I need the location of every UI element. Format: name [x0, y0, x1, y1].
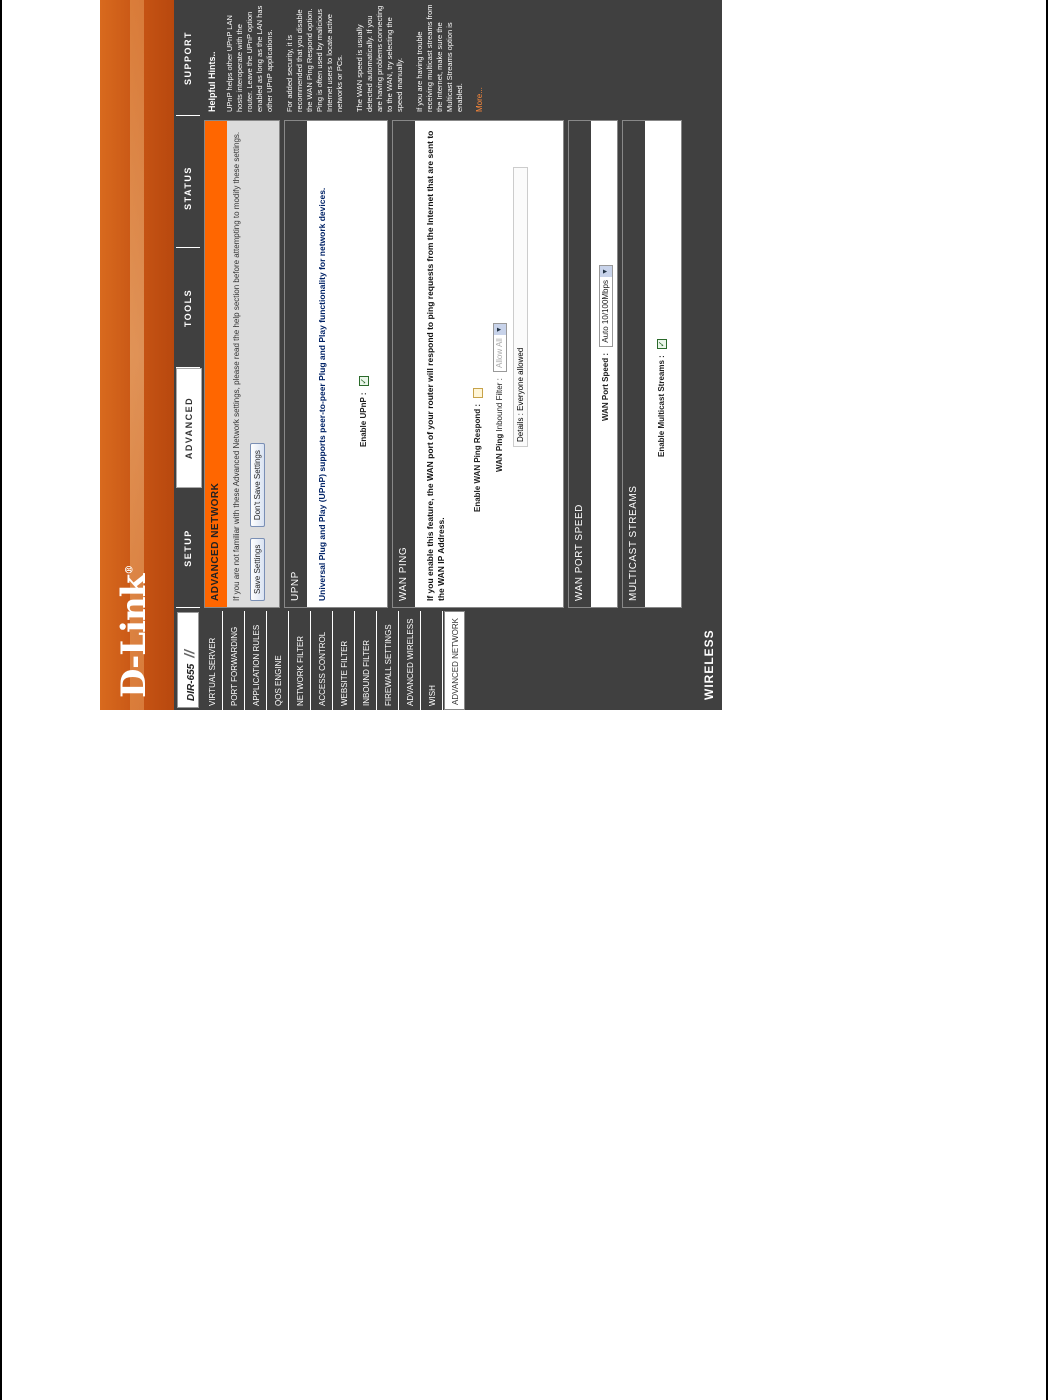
dont-save-settings-button[interactable]: Don't Save Settings — [250, 443, 265, 527]
wan-ping-filter-label-bold: WAN Ping — [495, 433, 505, 472]
multicast-streams-section — [622, 120, 682, 608]
hint-multicast: If you are having trouble receiving multicast streams from the Internet, make sure the Multicast Streams option is enabled. — [415, 4, 464, 112]
wan-port-speed-select[interactable]: Auto 10/100Mbps ▼ — [599, 265, 613, 347]
sidebar-item-inbound-filter[interactable]: INBOUND FILTER — [356, 611, 377, 710]
save-settings-button[interactable]: Save Settings — [250, 538, 265, 601]
tab-tools[interactable]: TOOLS — [176, 249, 200, 368]
chevron-down-icon: ▼ — [494, 324, 506, 335]
multicast-enable-checkbox[interactable]: ✓ — [657, 340, 666, 348]
tab-status[interactable]: STATUS — [176, 129, 200, 248]
sidebar-item-wish[interactable]: WISH — [422, 611, 443, 710]
multicast-enable-row — [657, 339, 667, 457]
upnp-description: Universal Plug and Play (UPnP) supports peer-to-peer Plug and Play functionality for network devices. — [317, 187, 327, 601]
wan-port-speed-title: WAN PORT SPEED — [569, 121, 591, 607]
wan-ping-respond-row — [473, 388, 483, 512]
advanced-network-section — [204, 120, 280, 608]
wan-ping-filter-label: Inbound Filter : — [495, 378, 505, 434]
sidebar-item-network-filter[interactable]: NETWORK FILTER — [290, 611, 311, 710]
sidebar-item-access-control[interactable]: ACCESS CONTROL — [312, 611, 333, 710]
page-border-right — [1046, 0, 1048, 1400]
sidebar-item-qos-engine[interactable]: QOS ENGINE — [268, 611, 289, 710]
wan-ping-respond-label: Enable WAN Ping Respond : — [473, 403, 483, 512]
header-banner — [100, 0, 174, 710]
top-navigation — [174, 0, 202, 710]
hint-wan-ping: For added security, it is recommended that you disable the WAN Ping Respond option. Ping is often used by malicious Internet users to locate active networks or PCs. — [285, 8, 344, 112]
helpful-hints-panel — [204, 0, 694, 116]
wan-ping-details: Details : Everyone allowed — [513, 167, 528, 447]
multicast-enable-label: Enable Multicast Streams : — [657, 355, 667, 457]
wan-ping-section — [392, 120, 564, 608]
upnp-enable-checkbox[interactable]: ✓ — [359, 377, 368, 385]
sidebar-item-virtual-server[interactable]: VIRTUAL SERVER — [202, 611, 223, 710]
router-admin-page — [100, 0, 722, 710]
wan-ping-respond-checkbox[interactable] — [473, 388, 483, 398]
multicast-streams-title: MULTICAST STREAMS — [623, 121, 645, 607]
sidebar-item-port-forwarding[interactable]: PORT FORWARDING — [224, 611, 245, 710]
upnp-title: UPNP — [285, 121, 307, 607]
sidebar-item-application-rules[interactable]: APPLICATION RULES — [246, 611, 267, 710]
tab-setup[interactable]: SETUP — [176, 489, 200, 608]
hint-wan-speed: The WAN speed is usually detected automatically. If you are having problems connecting to the WAN, try selecting the speed manually. — [355, 5, 404, 112]
wan-port-speed-label: WAN Port Speed : — [601, 352, 611, 421]
tab-advanced[interactable]: ADVANCED — [176, 368, 202, 488]
upnp-enable-row — [359, 376, 369, 447]
wireless-footer-label: WIRELESS — [702, 629, 716, 700]
wan-ping-filter-select[interactable]: Allow All ▼ — [493, 323, 507, 372]
more-hints-link[interactable]: More... — [475, 87, 484, 112]
sidebar-menu — [202, 611, 722, 710]
wan-port-speed-section — [568, 120, 618, 608]
advanced-network-title: ADVANCED NETWORK — [205, 121, 227, 607]
upnp-section — [284, 120, 388, 608]
wan-ping-description: If you enable this feature, the WAN port of your router will respond to ping requests from the Internet that are sent to the WAN IP Address. — [425, 130, 446, 601]
hint-upnp: UPnP helps other UPnP LAN hosts interoperate with the router. Leave the UPnP option enabled as long as the LAN has other UPnP applications. — [225, 5, 274, 112]
sidebar-item-firewall-settings[interactable]: FIREWALL SETTINGS — [378, 611, 399, 710]
dlink-logo: D-Link® — [114, 565, 154, 698]
wan-port-speed-row — [599, 265, 613, 421]
chevron-down-icon: ▼ — [600, 266, 612, 277]
wan-ping-title: WAN PING — [393, 121, 415, 607]
advanced-network-intro: If you are not familiar with these Advanced Network settings, please read the help section before attempting to modify these settings. — [232, 131, 241, 601]
sidebar-item-advanced-network[interactable]: ADVANCED NETWORK — [444, 611, 465, 710]
sidebar-item-advanced-wireless[interactable]: ADVANCED WIRELESS — [400, 611, 421, 710]
wan-ping-filter-row — [493, 323, 507, 472]
main-content — [204, 120, 694, 608]
upnp-enable-label: Enable UPnP : — [359, 392, 369, 447]
sidebar-item-website-filter[interactable]: WEBSITE FILTER — [334, 611, 355, 710]
helpful-hints-title: Helpful Hints.. — [207, 51, 217, 112]
page-border-left — [0, 0, 2, 1400]
tab-support[interactable]: SUPPORT — [176, 1, 200, 116]
model-label: DIR-655// — [177, 612, 199, 708]
